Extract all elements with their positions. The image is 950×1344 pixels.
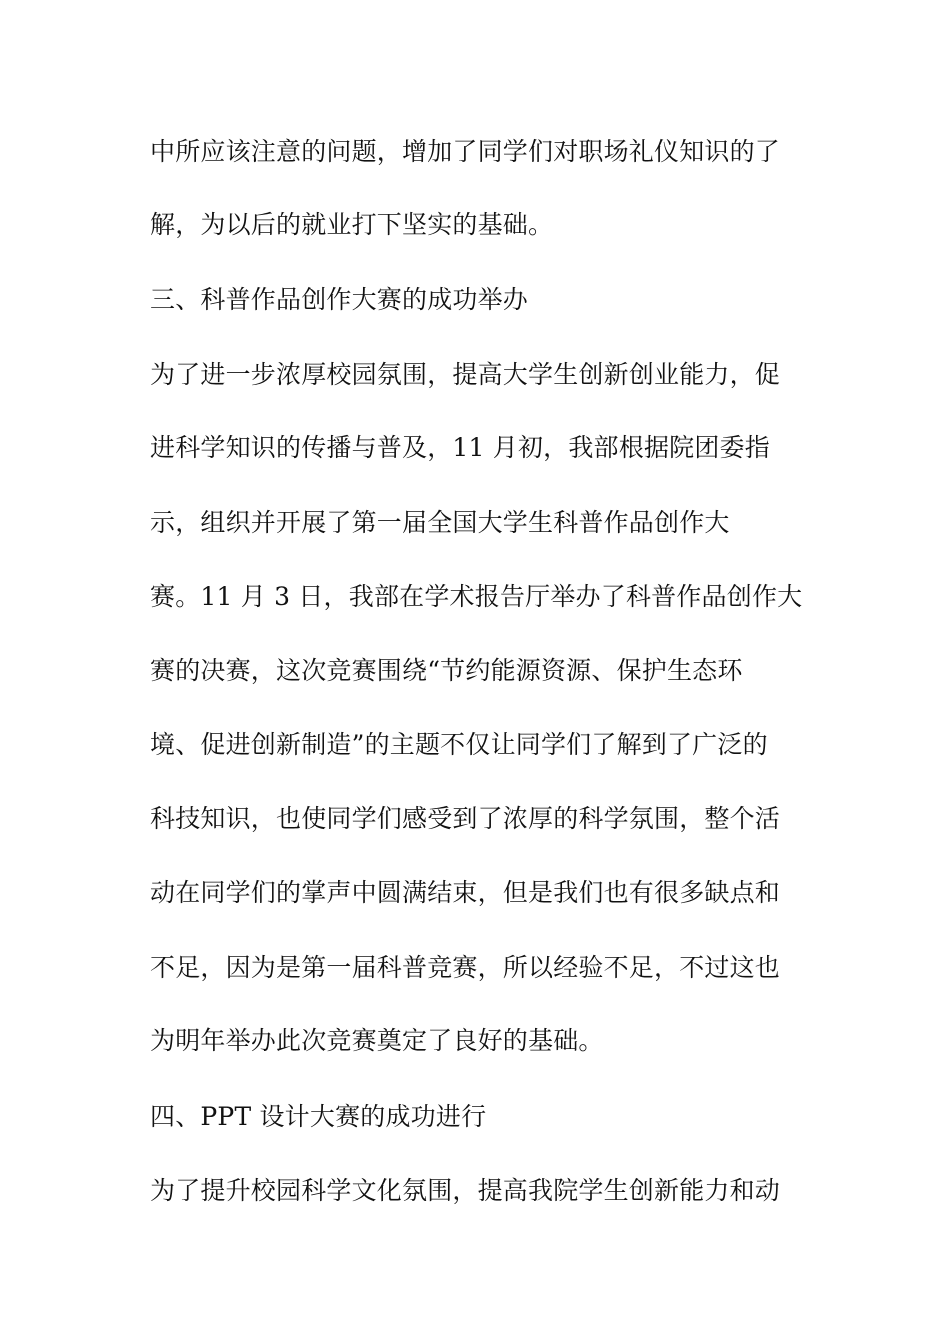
text-line: 解，为以后的就业打下坚实的基础。 — [150, 210, 554, 239]
text-line: 中所应该注意的问题，增加了同学们对职场礼仪知识的了 — [150, 137, 781, 166]
text-line: 不足，因为是第一届科普竞赛，所以经验不足，不过这也 — [150, 953, 781, 982]
text-line: 示，组织并开展了第一届全国大学生科普作品创作大 — [150, 508, 730, 537]
text-line: 境、促进创新制造”的主题不仅让同学们了解到了广泛的 — [150, 730, 768, 759]
text-line: 为明年举办此次竞赛奠定了良好的基础。 — [150, 1026, 604, 1055]
text-line: 动在同学们的掌声中圆满结束，但是我们也有很多缺点和 — [150, 878, 781, 907]
text-line: 进科学知识的传播与普及，11 月初，我部根据院团委指 — [150, 433, 770, 462]
text-line: 为了提升校园科学文化氛围，提高我院学生创新能力和动 — [150, 1176, 781, 1205]
section-heading: 三、科普作品创作大赛的成功举办 — [150, 285, 529, 314]
section-heading: 四、PPT 设计大赛的成功进行 — [150, 1102, 487, 1131]
text-line: 为了进一步浓厚校园氛围，提高大学生创新创业能力，促 — [150, 360, 781, 389]
text-line: 赛。11 月 3 日，我部在学术报告厅举办了科普作品创作大 — [150, 582, 803, 611]
text-line: 赛的决赛，这次竞赛围绕“节约能源资源、保护生态环 — [150, 656, 743, 685]
text-line: 科技知识，也使同学们感受到了浓厚的科学氛围，整个活 — [150, 804, 781, 833]
